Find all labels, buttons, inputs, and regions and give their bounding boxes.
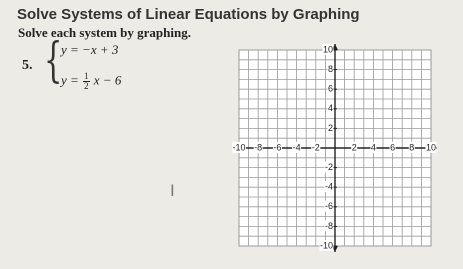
equation-1: y = −x + 3 (61, 42, 119, 57)
y-tick-label: -10 (319, 240, 333, 251)
x-tick-label: 6 (390, 142, 396, 153)
x-tick-label: 10 (425, 142, 437, 153)
x-tick-label: -6 (273, 142, 282, 153)
equation-2-suffix: x − 6 (93, 72, 122, 88)
problem-number: 5. (22, 58, 33, 73)
y-tick-label: 4 (327, 103, 333, 114)
fraction-denominator: 2 (84, 81, 89, 91)
instruction-text: Solve each system by graphing. (18, 25, 191, 40)
x-tick-label: -4 (292, 142, 301, 153)
x-tick-label: -8 (254, 142, 263, 153)
worksheet-title: Solve Systems of Linear Equations by Graphing (17, 6, 360, 23)
y-tick-label: 2 (327, 122, 333, 133)
y-tick-label: -2 (324, 161, 333, 172)
x-tick-label: 2 (351, 142, 357, 153)
text-cursor-icon: I (170, 181, 175, 200)
x-tick-label: 4 (370, 142, 376, 153)
equation-2-prefix: y = (61, 72, 79, 88)
y-tick-label: 6 (327, 83, 333, 94)
y-tick-label: 8 (327, 63, 333, 74)
x-tick-label: 8 (409, 142, 415, 153)
y-tick-label: -6 (324, 201, 333, 212)
x-tick-label: -2 (311, 142, 320, 153)
y-tick-label: -4 (324, 181, 333, 192)
x-tick-label: -10 (232, 142, 246, 153)
system-brace: { (44, 32, 63, 88)
y-tick-label: -8 (324, 220, 333, 231)
fraction-numerator: 1 (84, 71, 89, 81)
y-tick-label: 10 (322, 44, 333, 55)
